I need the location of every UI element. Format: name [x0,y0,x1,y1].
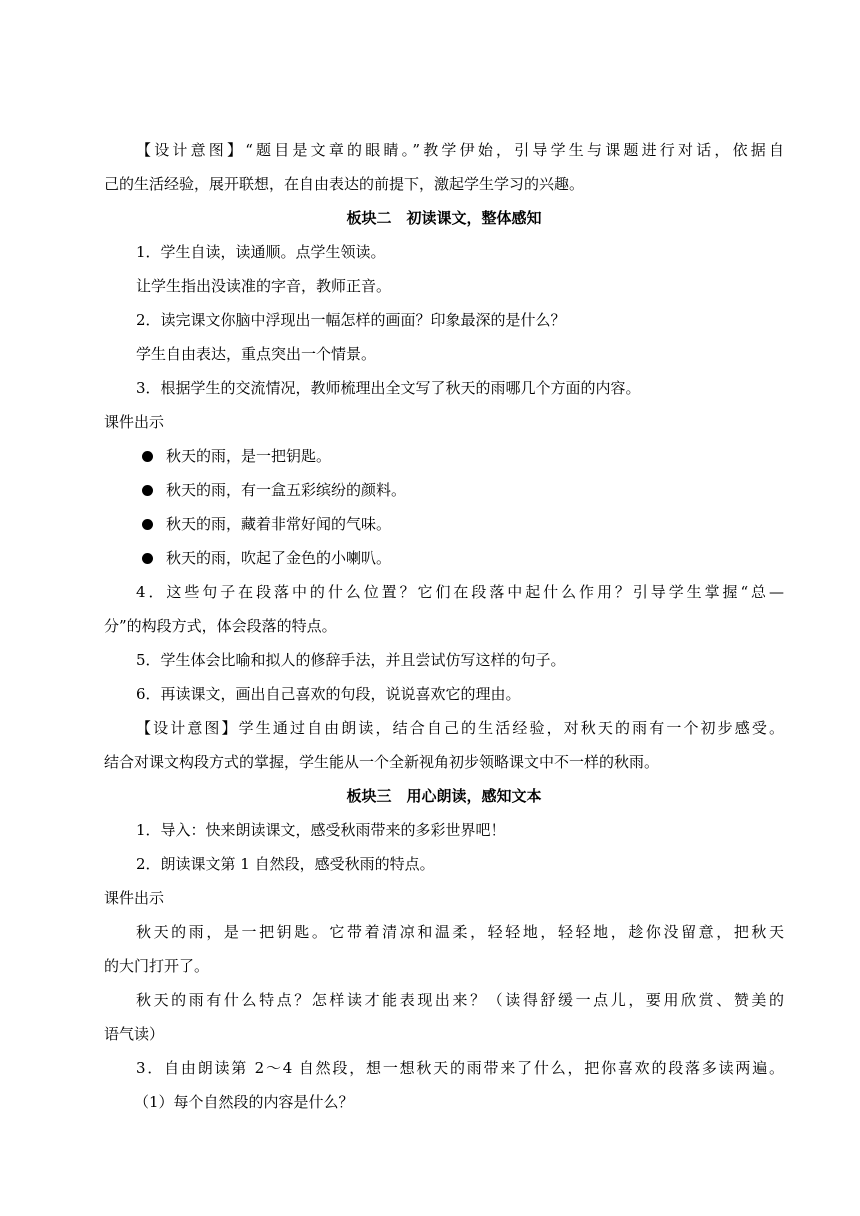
step-1-note: 让学生指出没读准的字音，教师正音。 [136,277,392,295]
step-6: 6．再读课文，画出自己喜欢的句段，说说喜欢它的理由。 [136,685,521,703]
section-heading-2: 板块二 初读课文，整体感知 [346,209,542,227]
step-3: 3．根据学生的交流情况，教师梳理出全文写了秋天的雨哪几个方面的内容。 [136,379,641,397]
section-heading-3: 板块三 用心朗读，感知文本 [346,787,542,805]
step-2-read: 2．朗读课文第 1 自然段，感受秋雨的特点。 [136,855,435,873]
step-2: 2．读完课文你脑中浮现出一幅怎样的画面？印象最深的是什么？ [136,311,566,329]
bullet-text: 秋天的雨，藏着非常好闻的气味。 [166,515,392,533]
bullet-text: 秋天的雨，是一把钥匙。 [166,447,332,465]
question-paragraph: 秋天的雨有什么特点？怎样读才能表现出来？（读得舒缓一点儿，要用欣赏、赞美的 [136,991,784,1009]
step-1-intro: 1．导入：快来朗读课文，感受秋雨带来的多彩世界吧！ [136,821,506,839]
quote-paragraph: 秋天的雨，是一把钥匙。它带着清凉和温柔，轻轻地，轻轻地，趁你没留意，把秋天 [136,923,784,941]
bullet-item [104,439,784,473]
design-intent-paragraph-1: 【设计意图】“题目是文章的眼睛。”教学伊始，引导学生与课题进行对话，依据自 [136,141,784,159]
courseware-label: 课件出示 [104,889,165,907]
bullet-dot-icon [142,451,153,462]
step-5: 5．学生体会比喻和拟人的修辞手法，并且尝试仿写这样的句子。 [136,651,566,669]
step-1: 1．学生自读，读通顺。点学生领读。 [136,243,386,261]
step-4-cont: 分”的构段方式，体会段落的特点。 [104,617,337,635]
step-2-note: 学生自由表达，重点突出一个情景。 [136,345,377,363]
bullet-dot-icon [142,485,153,496]
courseware-label: 课件出示 [104,413,165,431]
bullet-item [104,473,784,507]
sub-question-1: （1）每个自然段的内容是什么？ [134,1093,354,1111]
question-paragraph-cont: 语气读） [104,1025,165,1043]
document-page [104,133,784,1119]
bullet-item [104,541,784,575]
quote-paragraph-cont: 的大门打开了。 [104,957,210,975]
step-3-read: 3．自由朗读第 2～4 自然段，想一想秋天的雨带来了什么，把你喜欢的段落多读两遍。 [136,1059,784,1077]
step-4: 4．这些句子在段落中的什么位置？它们在段落中起什么作用？引导学生掌握“总— [136,583,784,601]
bullet-dot-icon [142,553,153,564]
bullet-text: 秋天的雨，吹起了金色的小喇叭。 [166,549,392,567]
design-intent-paragraph-2-cont: 结合对课文构段方式的掌握，学生能从一个全新视角初步领略课文中不一样的秋雨。 [104,753,660,771]
design-intent-paragraph-1-cont: 己的生活经验，展开联想，在自由表达的前提下，激起学生学习的兴趣。 [104,175,585,193]
bullet-text: 秋天的雨，有一盒五彩缤纷的颜料。 [166,481,407,499]
design-intent-paragraph-2: 【设计意图】学生通过自由朗读，结合自己的生活经验，对秋天的雨有一个初步感受。 [136,719,784,737]
bullet-item [104,507,784,541]
bullet-dot-icon [142,519,153,530]
